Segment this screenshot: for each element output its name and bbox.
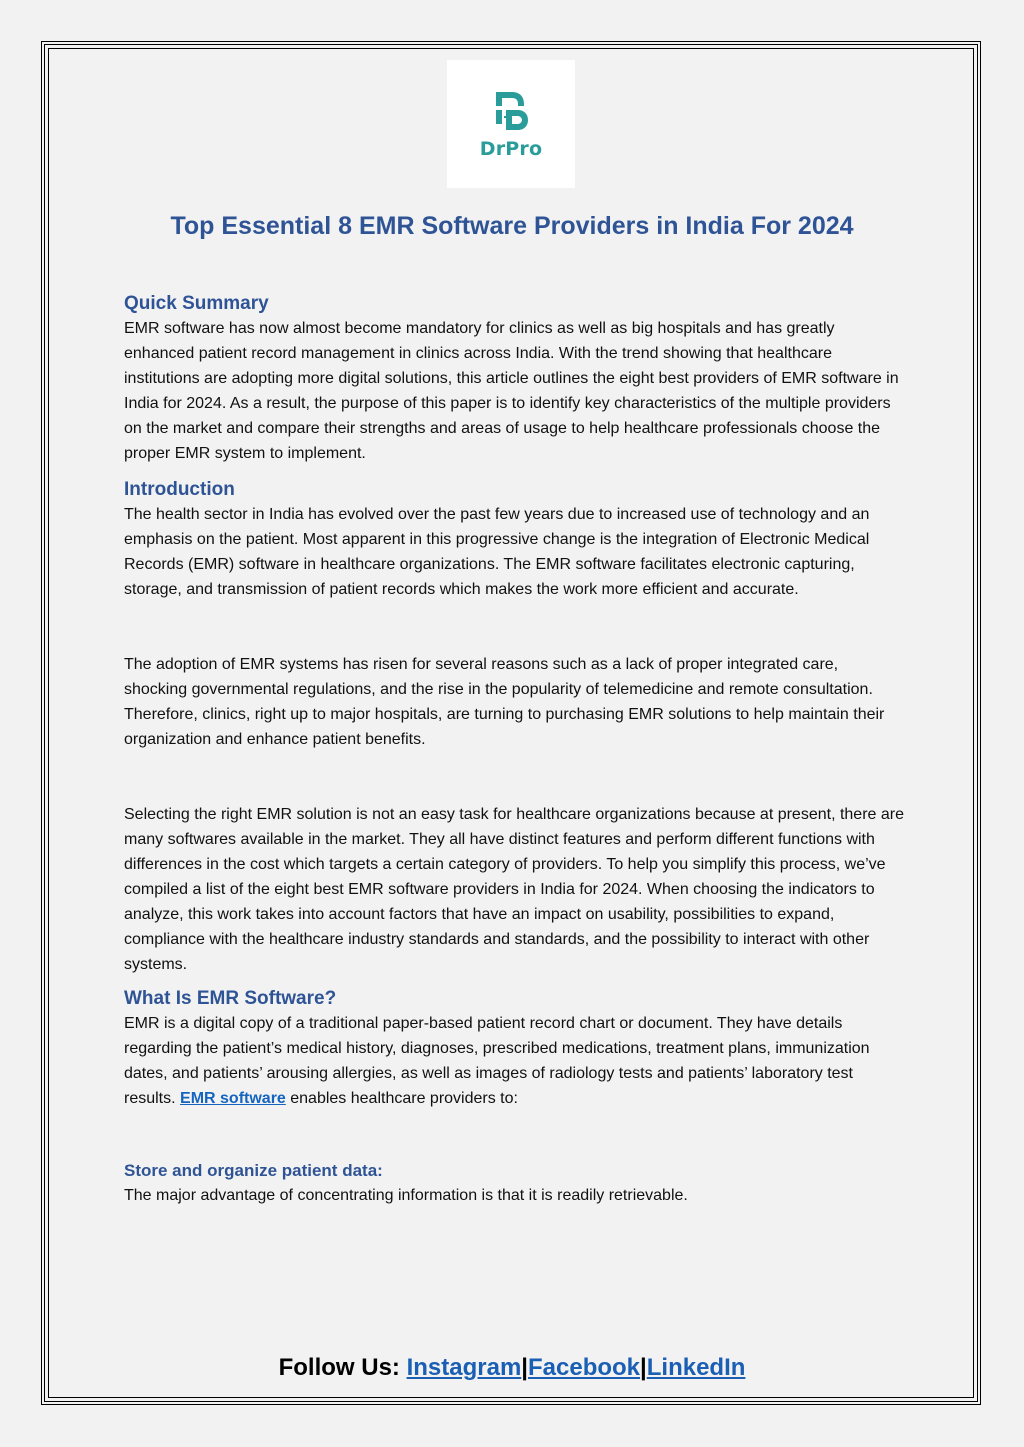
introduction-paragraph-3: Selecting the right EMR solution is not an easy task for healthcare organizations because at present, there are many softwares available in the market. They all have distinct features and perform different functions with differences in the cost which targets a certain category of providers. To help you simplify this process, we’ve compiled a list of the eight best EMR software providers in India for 2024. When choosing the indicators to analyze, this work takes into account factors that have an impact on usability, possibilities to expand, compliance with the healthcare industry standards and standards, and the possibility to interact with other systems. (124, 806, 904, 973)
what-is-emr-heading: What Is EMR Software? (124, 988, 337, 1009)
what-is-emr-text (124, 1011, 904, 1111)
footer-separator: | (521, 1354, 528, 1381)
follow-us-footer (0, 1354, 1024, 1382)
document-title: Top Essential 8 EMR Software Providers in India For 2024 (170, 212, 854, 240)
instagram-link[interactable]: Instagram (406, 1354, 522, 1381)
store-organize-heading: Store and organize patient data: (124, 1161, 383, 1180)
introduction-paragraph-1: The health sector in India has evolved over the past few years due to increased use of technology and an emphasis on the patient. Most apparent in this progressive change is the integration of Electronic Medical Records (EMR) software in healthcare organizations. The EMR software facilitates electronic capturing, storage, and transmission of patient records which makes the work more efficient and accurate. (124, 506, 870, 598)
store-organize-text: The major advantage of concentrating information is that it is readily retrievable. (124, 1187, 688, 1204)
drpro-logo-icon (488, 88, 534, 134)
follow-us-label: Follow Us: (278, 1354, 407, 1381)
linkedin-link[interactable]: LinkedIn (646, 1354, 746, 1381)
introduction-heading: Introduction (124, 479, 235, 500)
quick-summary-heading: Quick Summary (124, 293, 269, 314)
facebook-link[interactable]: Facebook (528, 1354, 641, 1381)
emr-software-link[interactable]: EMR software (180, 1090, 286, 1107)
document-body (124, 292, 904, 1208)
what-is-emr-text-after: enables healthcare providers to: (285, 1090, 518, 1107)
footer-separator: | (640, 1354, 647, 1381)
introduction-paragraph-2: The adoption of EMR systems has risen for several reasons such as a lack of proper integrated care, shocking governmental regulations, and the rise in the popularity of telemedicine and remote consultation. Therefore, clinics, right up to major hospitals, are turning to purchasing EMR solutions to help maintain their organization and enhance patient benefits. (124, 656, 885, 748)
what-is-emr-text-before: EMR is a digital copy of a traditional paper-based patient record chart or document. They have details regarding the patient’s medical history, diagnoses, prescribed medications, treatment plans, immunization dates, and patients’ arousing allergies, as well as images of radiology tests and patients’ laboratory test results. (124, 1015, 870, 1107)
logo-text: DrPro (479, 138, 543, 160)
drpro-logo (447, 60, 575, 188)
quick-summary-text: EMR software has now almost become mandatory for clinics as well as big hospitals and has greatly enhanced patient record management in clinics across India. With the trend showing that healthcare institutions are adopting more digital solutions, this article outlines the eight best providers of EMR software in India for 2024. As a result, the purpose of this paper is to identify key characteristics of the multiple providers on the market and compare their strengths and areas of usage to help healthcare professionals choose the proper EMR system to implement. (124, 320, 899, 462)
